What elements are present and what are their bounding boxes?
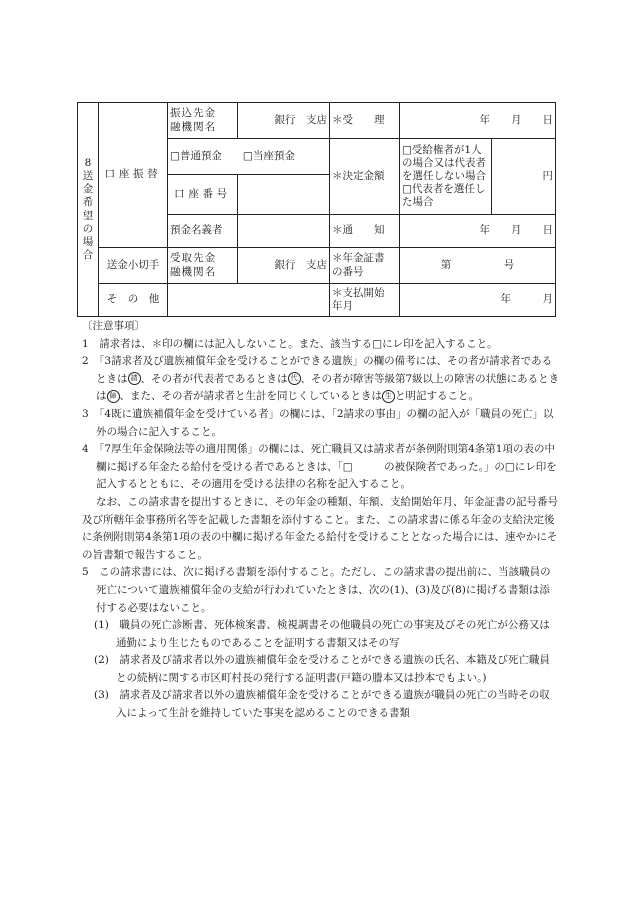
nenkin-value: 第 号 <box>400 248 556 284</box>
account-number-label: 口座番号 <box>168 175 238 215</box>
kogitte-bank-value: 銀行 支店 <box>238 248 330 284</box>
note-5-item-1: (1) 職員の死亡診断書、死体検案書、検視調書その他職員の死亡の事実及びその死亡が公務又は通勤により生じたものであることを証明する書類又はその写 <box>94 619 550 649</box>
note-2: 2 「3請求者及び遺族補償年金を受けることができる遺族」の欄の備考には、その者が請求者であるときは 請 、その者が代表者であるときは 代 、その者が障害等級第7級以上の障害の状態にあるときは 障 、また、その者が請求者と生計を同じくしているときは 生 と明記すること。 <box>82 355 560 403</box>
kettei-label: ＊決定金額 <box>330 139 400 215</box>
section-label-cell <box>78 103 99 317</box>
notes-header: 〔注意事項〕 <box>82 320 145 332</box>
juri-value: 年 月 日 <box>400 103 556 139</box>
furikomi-label: 口座振替 <box>99 103 168 248</box>
note-4: 4 「7厚生年金保険法等の適用関係」の欄には、死亡職員又は請求者が条例附則第4条第1項の表の中欄に掲げる年金たる給付を受ける者であるときは、「□ の被保険者であった。」の□にレ印を記入するとともに、その適用を受ける法律の名称を記入すること。 <box>82 443 557 491</box>
circled-dai: 代 <box>288 372 301 385</box>
kogitte-label: 送金小切手 <box>99 248 168 284</box>
sonota-value <box>168 284 330 317</box>
kettei-options: □受給権者が1人の場合又は代表者を選任しない場合 □代表者を選任した場合 <box>400 139 492 215</box>
holder-label: 預金名義者 <box>168 215 238 248</box>
note-5-item-2: (2) 請求者及び請求者以外の遺族補償年金を受けることができる遺族の氏名、本籍及び死亡職員との続柄に関する市区町村長の発行する証明書(戸籍の謄本又は抄本でもよい。) <box>94 654 550 684</box>
circled-sei2: 生 <box>382 390 395 403</box>
kogitte-bank-label: 受取先金 融機関名 <box>168 248 238 284</box>
note-1: 1 請求者は、＊印の欄には記入しないこと。また、該当する□にレ印を記入すること。 <box>82 337 498 350</box>
section-label: 8 送 金 希 望 の 場 合 <box>82 157 94 261</box>
note-5: 5 この請求書には、次に掲げる書類を添付すること。ただし、この請求書の提出前に、当該職員の死亡について遺族補償年金の支給が行われていたときは、次の(1)、(3)及び(8)に掲げる書類は添付する必要はないこと。 <box>82 566 551 614</box>
nenkin-label: ＊年金証書 の番号 <box>330 248 400 284</box>
note-5-item-3: (3) 請求者及び請求者以外の遺族補償年金を受けることができる遺族が職員の死亡の当時その収入によって生計を維持していた事実を認めることのできる書類 <box>94 689 550 720</box>
furikomi-bank-value: 銀行 支店 <box>238 103 330 139</box>
tsuchi-label: ＊通 知 <box>330 215 400 248</box>
sonota-label: そ の 他 <box>99 284 168 317</box>
notes-section <box>82 318 560 723</box>
note-3: 3 「4既に遺族補償年金を受けている者」の欄には、「2請求の事由」の欄の記入が「職員の死亡」以外の場合に記入すること。 <box>82 407 554 438</box>
circled-sho: 障 <box>107 390 120 403</box>
kettei-unit: 円 <box>492 139 556 215</box>
shiharai-value: 年 月 <box>400 284 556 317</box>
note-4-supplement: なお、この請求書を提出するときに、その年金の種類、年額、支給開始年月、年金証書の記号番号及び所轄年金事務所名等を記載した書類を添付すること。また、この請求書に係る年金の支給決定後に条例附則第4条第1項の表の中欄に掲げる年金たる給付を受けることとなった場合には、速やかにその旨書類で報告すること。 <box>82 495 558 561</box>
juri-label: ＊受 理 <box>330 103 400 139</box>
tsuchi-value: 年 月 日 <box>400 215 556 248</box>
holder-value <box>238 215 330 248</box>
account-type-checkboxes: □普通預金 □当座預金 <box>168 139 330 175</box>
account-number-value <box>238 175 330 215</box>
shiharai-label: ＊支払開始 年月 <box>330 284 400 317</box>
remittance-table <box>77 102 556 317</box>
furikomi-bank-label: 振込先金 融機関名 <box>168 103 238 139</box>
circled-sei: 請 <box>128 372 141 385</box>
